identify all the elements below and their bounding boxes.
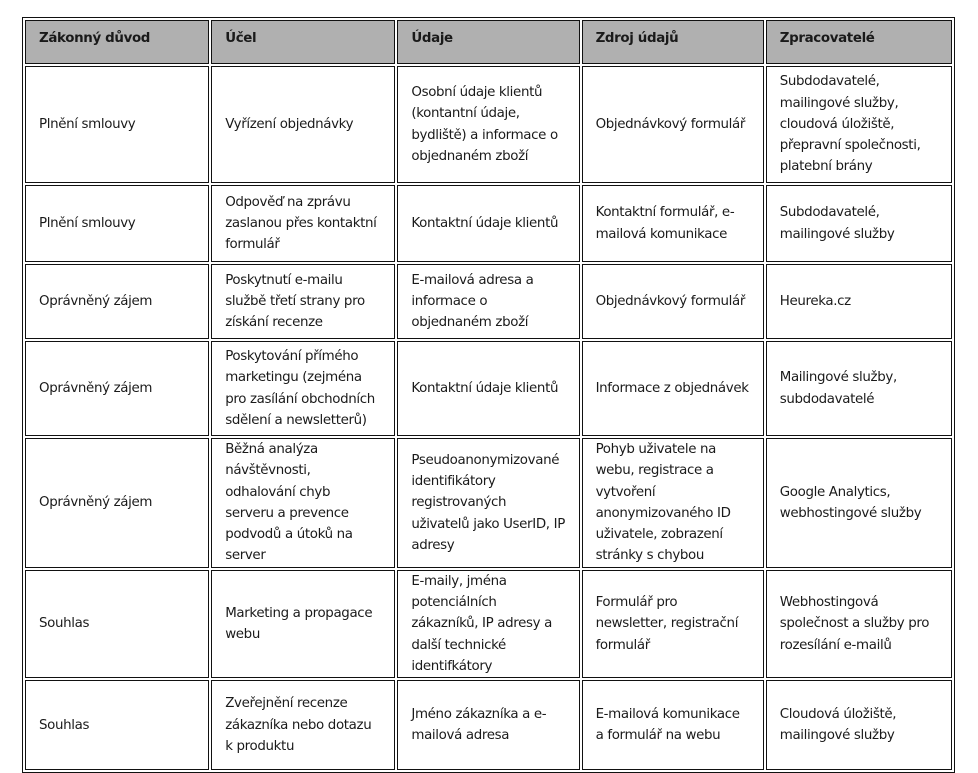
cell-purpose: Marketing a propagace webu: [211, 570, 395, 678]
cell-data: Kontaktní údaje klientů: [397, 185, 579, 262]
cell-data-source: Pohyb uživatele na webu, registrace a vytvoření anonymizovaného ID uživatele, zobrazení stránky s chybou: [582, 438, 764, 568]
cell-data: Osobní údaje klientů (kontantní údaje, bydliště) a informace o objednaném zboží: [397, 66, 579, 183]
cell-data: Pseudoanonymizované identifikátory registrovaných uživatelů jako UserID, IP adresy: [397, 438, 579, 568]
cell-processors: Google Analytics, webhostingové služby: [766, 438, 952, 568]
cell-processors: Mailingové služby, subdodavatelé: [766, 341, 952, 436]
cell-purpose: Poskytování přímého marketingu (zejména pro zasílání obchodních sdělení a newsletterů): [211, 341, 395, 436]
table-row: [25, 185, 952, 262]
cell-legal-basis: Oprávněný zájem: [25, 438, 209, 568]
header-processors: Zpracovatelé: [766, 20, 952, 64]
table-row: [25, 341, 952, 436]
cell-processors: Heureka.cz: [766, 264, 952, 339]
cell-data-source: Objednávkový formulář: [582, 264, 764, 339]
cell-data-source: Formulář pro newsletter, registrační formulář: [582, 570, 764, 678]
cell-processors: Cloudová úložiště, mailingové služby: [766, 680, 952, 770]
cell-legal-basis: Souhlas: [25, 680, 209, 770]
cell-data-source: Informace z objednávek: [582, 341, 764, 436]
table-header-row: [25, 20, 952, 64]
cell-purpose: Zveřejnění recenze zákazníka nebo dotazu k produktu: [211, 680, 395, 770]
header-purpose: Účel: [211, 20, 395, 64]
cell-purpose: Běžná analýza návštěvnosti, odhalování chyb serveru a prevence podvodů a útoků na server: [211, 438, 395, 568]
cell-data: Kontaktní údaje klientů: [397, 341, 579, 436]
table-row: [25, 264, 952, 339]
data-processing-table: [22, 17, 955, 773]
table-row: [25, 66, 952, 183]
cell-legal-basis: Souhlas: [25, 570, 209, 678]
cell-processors: Webhostingová společnost a služby pro rozesílání e-mailů: [766, 570, 952, 678]
cell-data: E-mailová adresa a informace o objednaném zboží: [397, 264, 579, 339]
cell-purpose: Vyřízení objednávky: [211, 66, 395, 183]
header-legal-basis: Zákonný důvod: [25, 20, 209, 64]
header-data-source: Zdroj údajů: [582, 20, 764, 64]
cell-data-source: Kontaktní formulář, e-mailová komunikace: [582, 185, 764, 262]
cell-data: E-maily, jména potenciálních zákazníků, IP adresy a další technické identifkátory: [397, 570, 579, 678]
cell-processors: Subdodavatelé, mailingové služby: [766, 185, 952, 262]
cell-purpose: Odpověď na zprávu zaslanou přes kontaktní formulář: [211, 185, 395, 262]
cell-processors: Subdodavatelé, mailingové služby, cloudová úložiště, přepravní společnosti, platební brány: [766, 66, 952, 183]
table-row: [25, 680, 952, 770]
cell-legal-basis: Oprávněný zájem: [25, 341, 209, 436]
cell-purpose: Poskytnutí e-mailu službě třetí strany pro získání recenze: [211, 264, 395, 339]
cell-legal-basis: Oprávněný zájem: [25, 264, 209, 339]
header-data: Údaje: [397, 20, 579, 64]
table-row: [25, 570, 952, 678]
cell-data-source: E-mailová komunikace a formulář na webu: [582, 680, 764, 770]
cell-data: Jméno zákazníka a e-mailová adresa: [397, 680, 579, 770]
cell-legal-basis: Plnění smlouvy: [25, 185, 209, 262]
cell-data-source: Objednávkový formulář: [582, 66, 764, 183]
table-row: [25, 438, 952, 568]
cell-legal-basis: Plnění smlouvy: [25, 66, 209, 183]
